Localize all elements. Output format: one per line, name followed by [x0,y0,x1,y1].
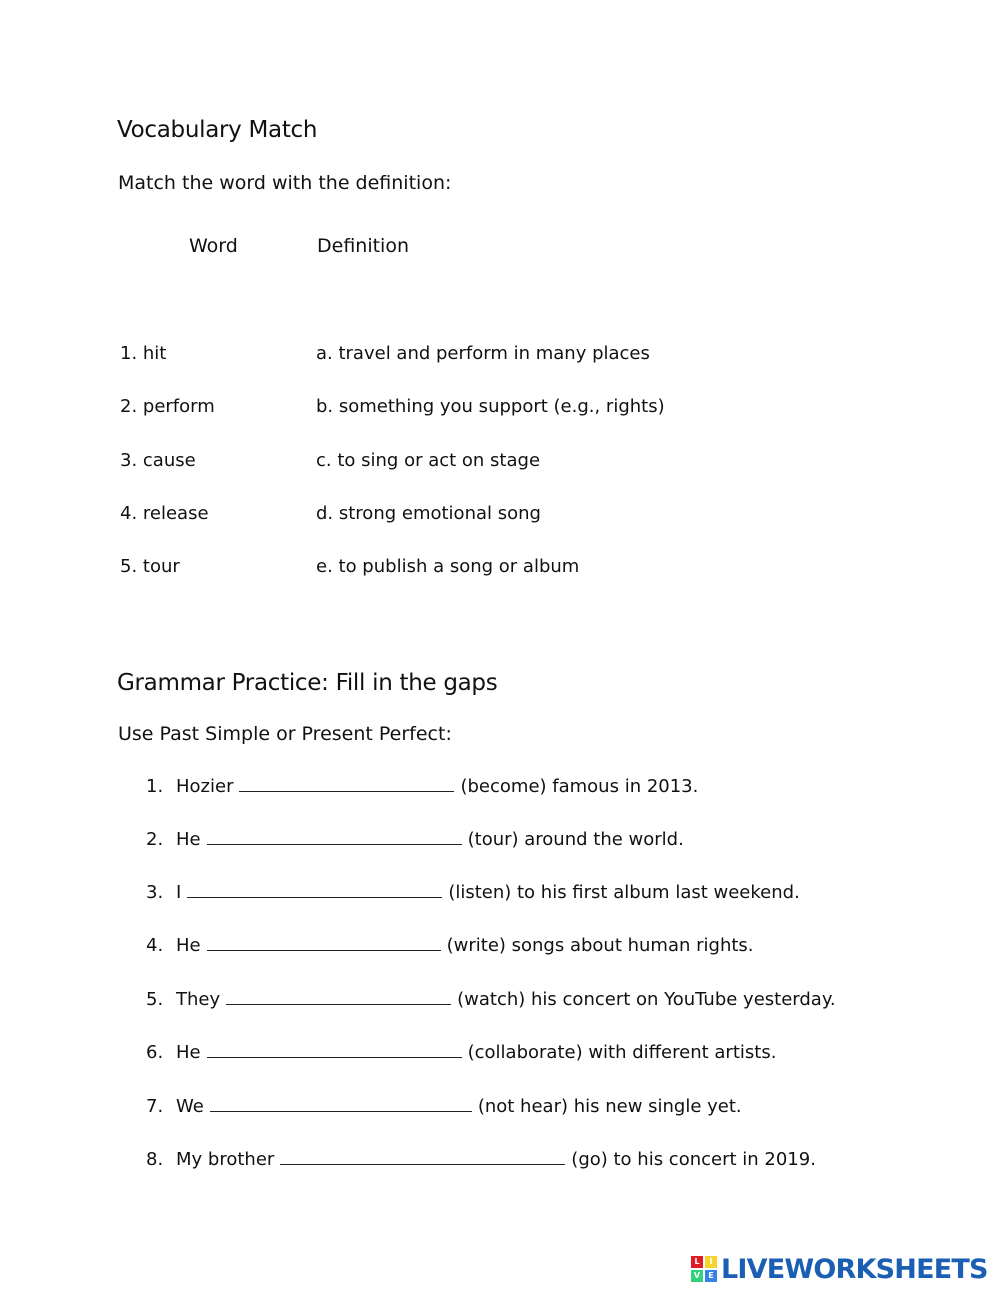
gap-fill-item [146,773,698,797]
item-subject: We [176,1096,204,1117]
item-number: 8. [146,1149,164,1170]
logo-block: L [691,1256,703,1268]
grammar-title: Grammar Practice: Fill in the gaps [117,670,498,696]
item-rest: (collaborate) with different artists. [467,1042,777,1063]
definition-column-header: Definition [317,235,410,257]
item-rest: (become) famous in 2013. [460,776,699,797]
item-number: 6. [146,1042,164,1063]
item-rest: (watch) his concert on YouTube yesterday. [457,989,836,1010]
item-rest: (tour) around the world. [467,829,684,850]
item-rest: (go) to his concert in 2019. [571,1149,816,1170]
word-item: 2. perform [120,396,215,417]
vocab-title: Vocabulary Match [117,117,318,143]
answer-blank[interactable] [207,932,441,951]
item-rest: (listen) to his first album last weekend. [448,882,800,903]
word-item: 5. tour [120,556,180,577]
item-number: 4. [146,935,164,956]
gap-fill-item [146,932,754,956]
vocab-instruction: Match the word with the definition: [118,172,452,194]
gap-fill-item [146,879,800,903]
item-number: 1. [146,776,164,797]
answer-blank[interactable] [187,879,442,898]
item-subject: They [176,989,221,1010]
answer-blank[interactable] [226,986,451,1005]
definition-item: c. to sing or act on stage [316,450,541,471]
word-item: 4. release [120,503,209,524]
answer-blank[interactable] [207,1039,462,1058]
answer-blank[interactable] [207,826,462,845]
answer-blank[interactable] [239,773,454,792]
logo-block: E [705,1270,717,1282]
item-subject: He [176,1042,201,1063]
logo-blocks-icon [691,1256,717,1282]
gap-fill-item [146,1039,776,1063]
item-subject: He [176,935,201,956]
gap-fill-item [146,826,684,850]
item-number: 5. [146,989,164,1010]
item-number: 7. [146,1096,164,1117]
item-number: 3. [146,882,164,903]
item-rest: (not hear) his new single yet. [477,1096,742,1117]
item-rest: (write) songs about human rights. [446,935,754,956]
definition-item: b. something you support (e.g., rights) [316,396,665,417]
gap-fill-item [146,1146,816,1170]
gap-fill-item [146,1093,742,1117]
item-subject: My brother [176,1149,275,1170]
word-item: 1. hit [120,343,167,364]
liveworksheets-logo[interactable] [691,1252,988,1286]
item-subject: Hozier [176,776,234,797]
gap-fill-item [146,986,836,1010]
grammar-instruction: Use Past Simple or Present Perfect: [118,723,452,745]
definition-item: d. strong emotional song [316,503,541,524]
answer-blank[interactable] [210,1093,472,1112]
definition-item: e. to publish a song or album [316,556,580,577]
answer-blank[interactable] [280,1146,565,1165]
logo-block: I [705,1256,717,1268]
item-number: 2. [146,829,164,850]
logo-block: V [691,1270,703,1282]
word-column-header: Word [189,235,238,257]
word-item: 3. cause [120,450,196,471]
definition-item: a. travel and perform in many places [316,343,650,364]
logo-text: LIVEWORKSHEETS [721,1253,988,1285]
item-subject: He [176,829,201,850]
item-subject: I [176,882,182,903]
